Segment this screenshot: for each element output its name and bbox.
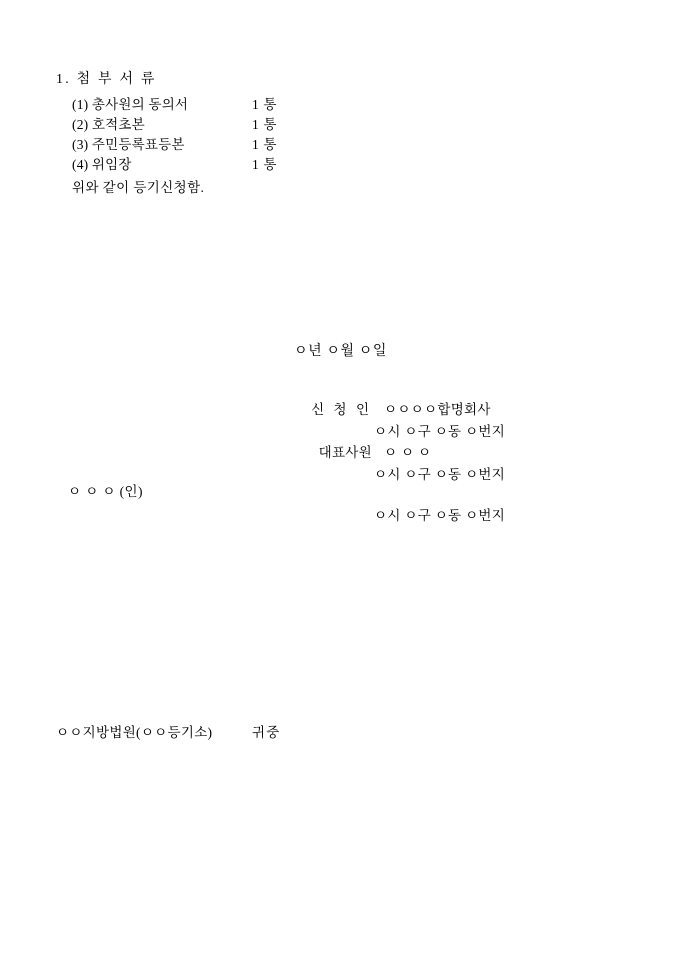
attachment-label: (3) 주민등록표등본 — [72, 137, 185, 152]
representative-address: ㅇ시 ㅇ구 ㅇ동 ㅇ번지 — [374, 466, 506, 482]
extra-address: ㅇ시 ㅇ구 ㅇ동 ㅇ번지 — [374, 508, 506, 523]
court-line — [56, 721, 281, 741]
attachment-label: (4) 위임장 — [72, 157, 132, 172]
attachments-list — [56, 95, 476, 175]
attachment-count: 1 통 — [252, 137, 277, 152]
applicant-name-row — [300, 399, 620, 421]
applicant-address: ㅇ시 ㅇ구 ㅇ동 ㅇ번지 — [374, 423, 506, 439]
representative-row — [300, 442, 620, 464]
applicant-spacer — [300, 485, 620, 505]
attachments-closing-statement: 위와 같이 등기신청함. — [72, 180, 205, 195]
attachment-label: (1) 총사원의 동의서 — [72, 97, 189, 112]
seal-line: ㅇ ㅇ ㅇ (인) — [68, 484, 143, 499]
extra-address-row — [300, 505, 620, 527]
court-to-label: 귀중 — [252, 725, 281, 740]
court-name: ㅇㅇ지방법원(ㅇㅇ등기소) — [56, 725, 213, 740]
applicant-section — [300, 399, 620, 527]
date-line: ㅇ년 ㅇ월 ㅇ일 — [294, 344, 387, 359]
representative-names: ㅇ ㅇ ㅇ — [384, 445, 432, 460]
applicant-label: 신 청 인 — [311, 402, 372, 417]
attachments-section — [56, 68, 476, 198]
representative-address-row — [300, 464, 620, 486]
representative-label: 대표사원 — [318, 445, 372, 460]
applicant-name: ㅇㅇㅇㅇ합명회사 — [384, 402, 491, 417]
list-item — [56, 155, 476, 175]
list-item — [56, 135, 476, 155]
attachment-count: 1 통 — [252, 97, 277, 112]
attachment-count: 1 통 — [252, 157, 277, 172]
applicant-address-row — [300, 421, 620, 443]
attachments-heading: 1. 첨 부 서 류 — [56, 72, 157, 87]
list-item — [56, 115, 476, 135]
attachment-count: 1 통 — [252, 117, 277, 132]
list-item — [56, 95, 476, 115]
attachment-label: (2) 호적초본 — [72, 117, 145, 132]
